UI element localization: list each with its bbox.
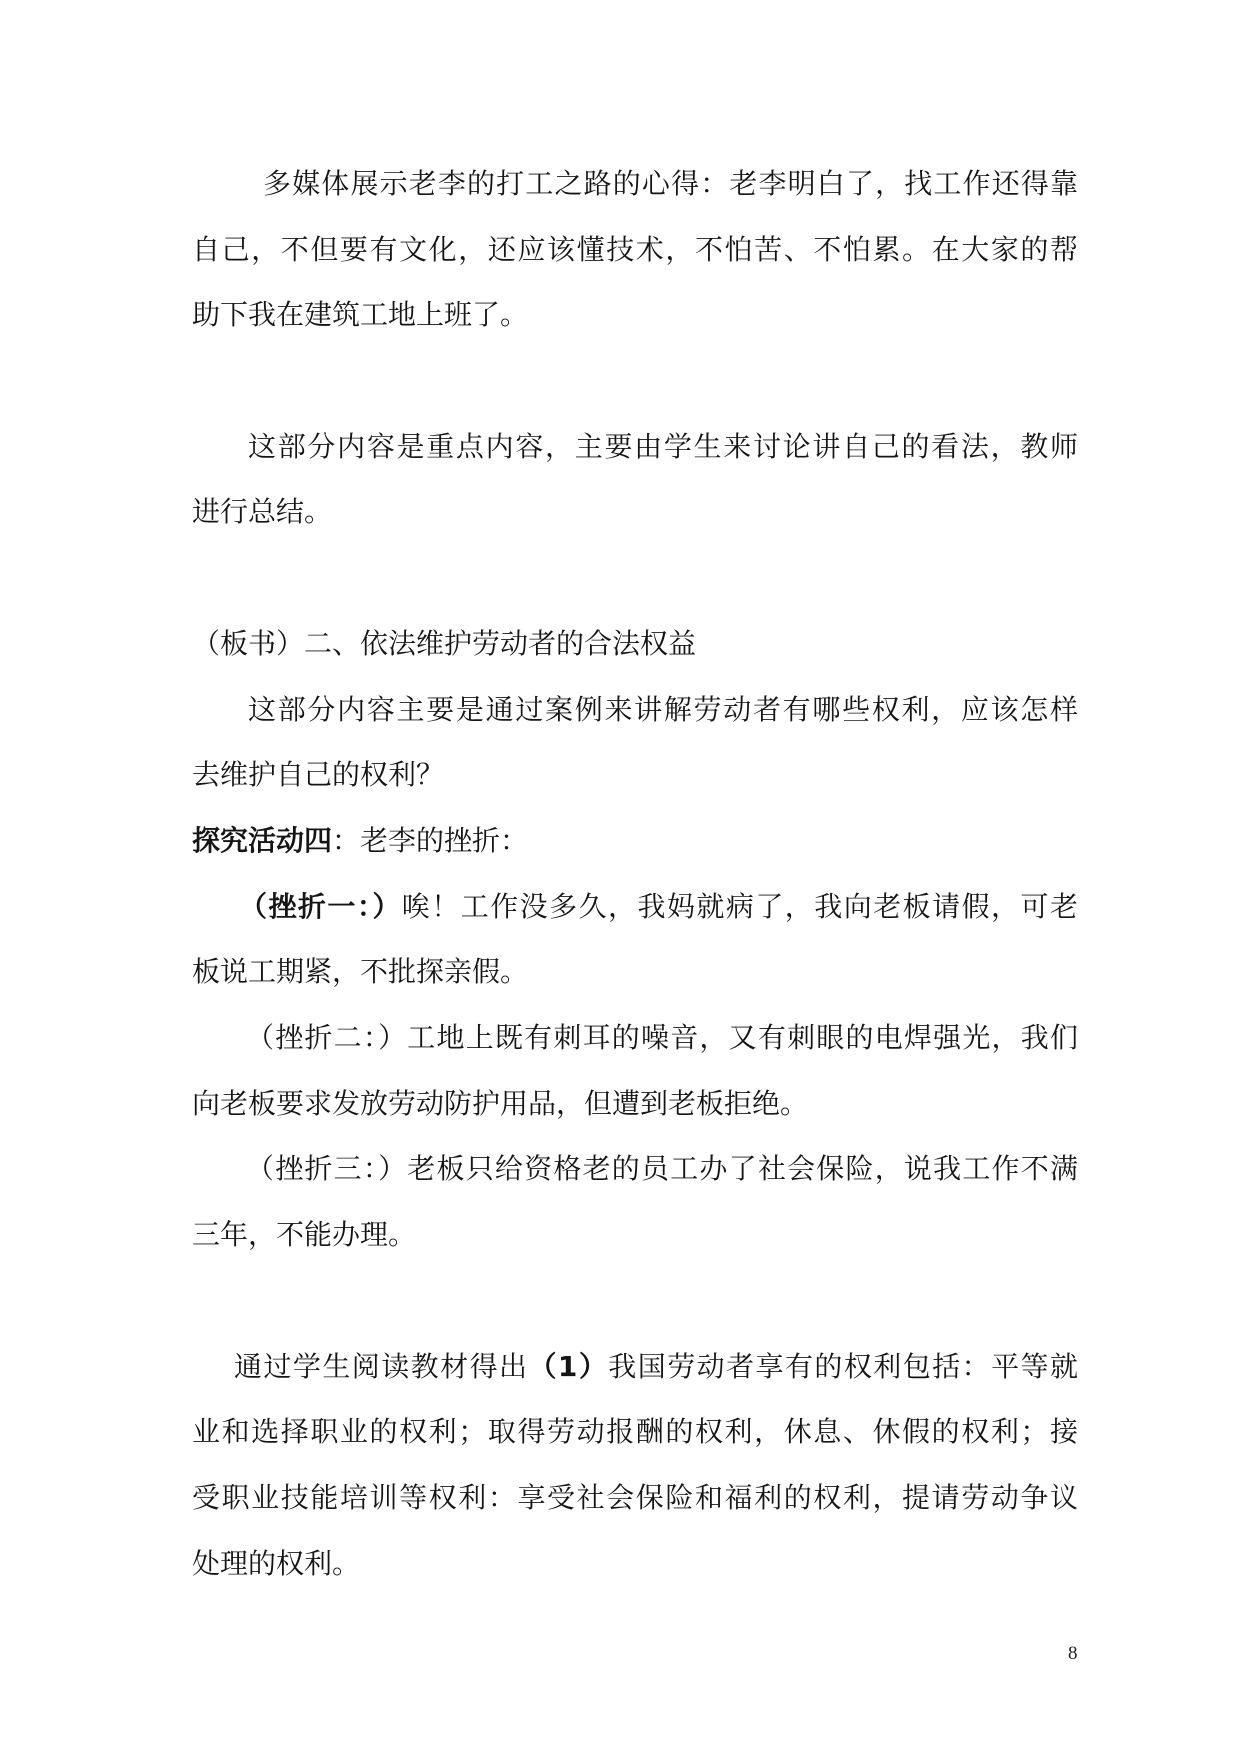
text-line [248,693,1078,727]
line-text: 自己，不但要有文化，还应该懂技术，不怕苦、不怕累。在大家的帮 [192,233,1078,266]
text-line [234,1350,1078,1384]
activity-label: 探究活动四 [192,824,333,857]
text-line [192,1218,416,1252]
line-text: 唉！工作没多久，我妈就病了，我向老板请假，可老 [401,890,1078,923]
line-text: 这部分内容主要是通过案例来讲解劳动者有哪些权利，应该怎样 [248,693,1078,726]
line-text: 三年，不能办理。 [192,1218,417,1251]
line-text: ：老李的挫折： [332,824,529,857]
line-text: 多媒体展示老李的打工之路的心得：老李明白了，找工作还得靠 [263,167,1078,200]
line-text: 处理的权利。 [192,1547,361,1580]
line-text: 我国劳动者享有的权利包括：平等就 [608,1350,1078,1383]
list-number: （1） [528,1350,609,1383]
text-line [248,430,1078,464]
text-line [192,233,1078,267]
text-line [192,1415,1078,1449]
line-text: 通过学生阅读教材得出 [234,1350,529,1383]
text-line [246,1021,1078,1055]
line-text: 受职业技能培训等权利：享受社会保险和福利的权利，提请劳动争议 [192,1481,1078,1514]
text-line [192,495,332,529]
setback-label: （挫折一：） [239,890,402,923]
text-line [239,890,1078,924]
line-text: 进行总结。 [192,495,333,528]
text-line [192,1481,1078,1515]
line-text: 业和选择职业的权利；取得劳动报酬的权利，休息、休假的权利；接 [192,1415,1078,1448]
activity-line [192,824,528,858]
text-line [192,758,444,792]
line-text: 这部分内容是重点内容，主要由学生来讨论讲自己的看法，教师 [248,430,1078,463]
line-text: （挫折二：）工地上既有刺耳的噪音，又有刺眼的电焊强光，我们 [246,1021,1078,1054]
line-text: （挫折三：）老板只给资格老的员工办了社会保险，说我工作不满 [246,1152,1078,1185]
text-line [246,1152,1078,1186]
text-line [263,167,1078,201]
section-heading [192,627,696,661]
line-text: 去维护自己的权利？ [192,758,445,791]
text-line [192,1087,808,1121]
line-text: 板说工期紧，不批探亲假。 [192,955,529,988]
line-text: （板书）二、依法维护劳动者的合法权益 [192,627,697,660]
text-line [192,1547,360,1581]
page-number: 8 [1068,1643,1078,1664]
line-text: 助下我在建筑工地上班了。 [192,298,529,331]
text-line [192,298,528,332]
text-line [192,955,528,989]
line-text: 向老板要求发放劳动防护用品，但遭到老板拒绝。 [192,1087,809,1120]
